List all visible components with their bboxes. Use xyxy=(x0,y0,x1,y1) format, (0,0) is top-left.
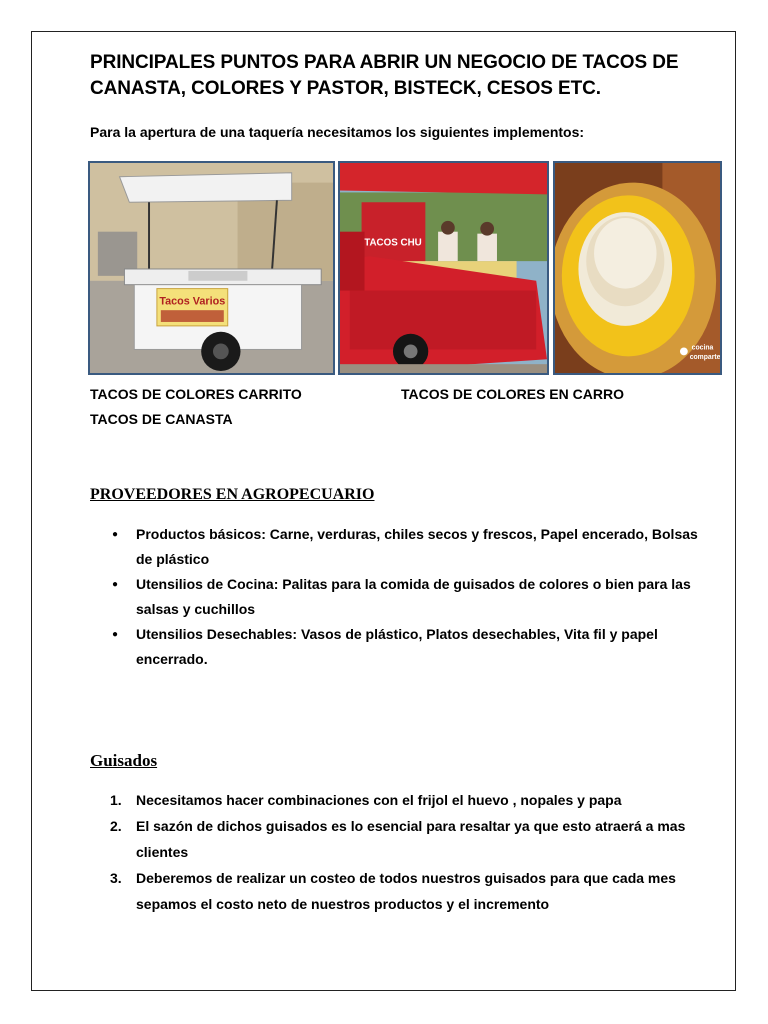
list-item: ● Productos básicos: Carne, verduras, chiles secos y frescos, Papel encerado, Bolsas de plástico xyxy=(112,522,702,572)
suppliers-heading: PROVEEDORES EN AGROPECUARIO xyxy=(90,486,375,503)
list-item-text: El sazón de dichos guisados es lo esencial para resaltar ya que esto atraerá a mas clientes xyxy=(136,818,686,860)
basket-watermark-1: cocina xyxy=(691,344,714,352)
list-number: 2. xyxy=(110,818,122,834)
basket-watermark-2: comparte xyxy=(689,354,720,362)
list-item: ● Utensilios de Cocina: Palitas para la comida de guisados de colores o bien para las salsas y cuchillos xyxy=(112,572,702,622)
intro-text: Para la apertura de una taquería necesitamos los siguientes implementos: xyxy=(90,124,585,140)
suppliers-list xyxy=(112,522,702,672)
cart-sign-text: Tacos Varios xyxy=(159,295,226,308)
list-item: ● Utensilios Desechables: Vasos de plástico, Platos desechables, Vita fil y papel encerrado. xyxy=(112,622,702,672)
guisados-heading: Guisados xyxy=(90,751,158,770)
list-number: 3. xyxy=(110,870,122,886)
taco-cart-photo xyxy=(88,161,335,375)
list-number: 1. xyxy=(110,792,122,808)
taco-truck-photo xyxy=(338,161,549,375)
document-title: PRINCIPALES PUNTOS PARA ABRIR UN NEGOCIO DE TACOS DE CANASTA, COLORES Y PASTOR, BISTECK, CESOS ETC. xyxy=(90,52,679,99)
list-item-text: Deberemos de realizar un costeo de todos nuestros guisados para que cada mes sepamos el costo neto de nuestros productos y el incremento xyxy=(136,870,676,912)
truck-sign-text: TACOS CHU xyxy=(364,237,422,249)
tortilla-basket-photo xyxy=(553,161,722,375)
caption-truck: TACOS DE COLORES EN CARRO xyxy=(401,386,624,402)
list-item xyxy=(110,813,710,865)
caption-basket: TACOS DE CANASTA xyxy=(90,411,233,427)
list-item xyxy=(110,865,710,917)
guisados-list xyxy=(110,787,710,917)
list-item-text: Necesitamos hacer combinaciones con el frijol el huevo , nopales y papa xyxy=(136,792,622,808)
caption-cart: TACOS DE COLORES CARRITO xyxy=(90,386,302,402)
list-item xyxy=(110,787,710,813)
